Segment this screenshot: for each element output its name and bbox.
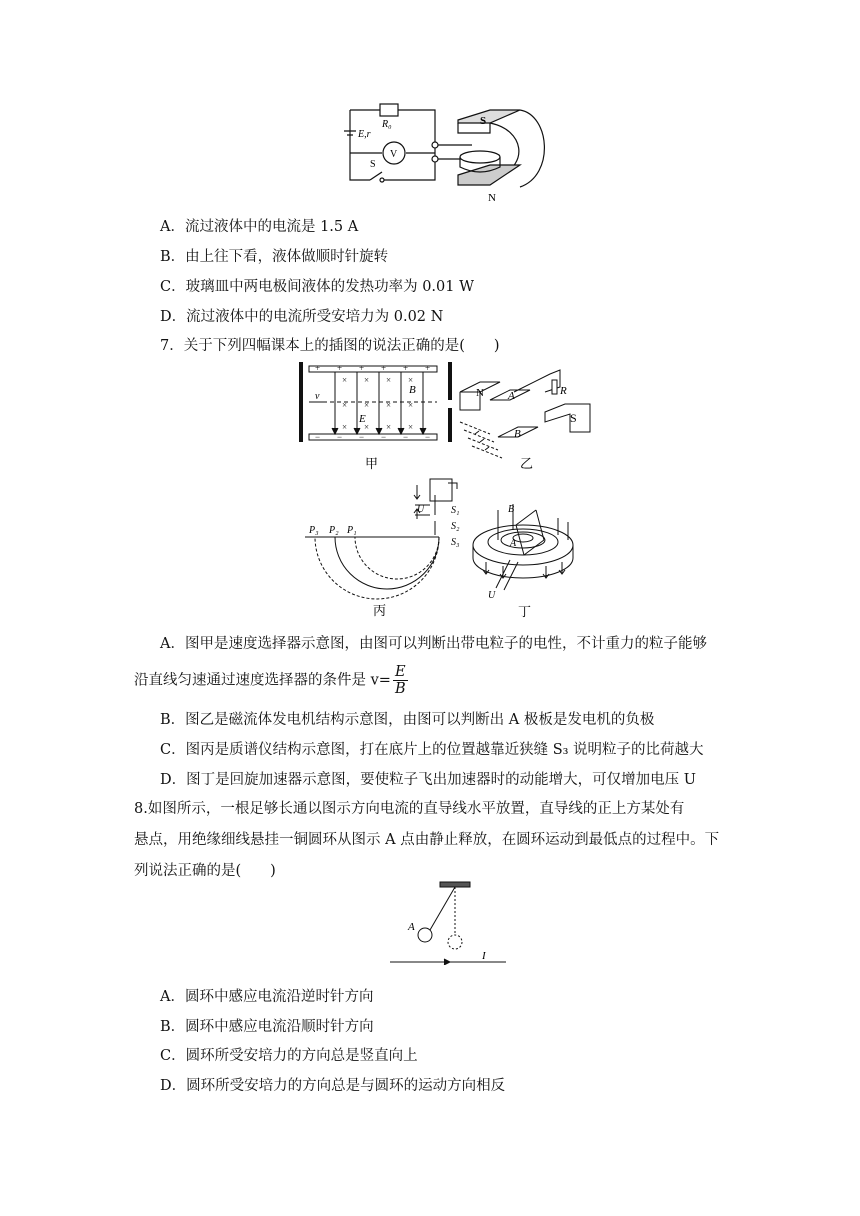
fig-yi-r-label: R xyxy=(560,385,567,397)
svg-text:×: × xyxy=(364,422,370,432)
fig-ding-label: 丁 xyxy=(518,604,532,619)
cyclotron-figure xyxy=(468,500,588,620)
fig-jia-b-label: B xyxy=(409,384,416,396)
fig-bing-s3-label: S₃ xyxy=(451,537,460,548)
svg-text:×: × xyxy=(342,400,348,410)
fig-ding-u-label: U xyxy=(488,590,496,601)
fig6-r0-label: R₀ xyxy=(382,119,392,130)
fig6-er-label: E,r xyxy=(358,129,371,140)
mass-spectrometer-figure xyxy=(305,475,475,620)
svg-text:×: × xyxy=(408,400,414,410)
svg-text:×: × xyxy=(408,375,414,385)
svg-text:−: − xyxy=(403,432,409,442)
svg-text:×: × xyxy=(386,375,392,385)
q7-option-d: D．图丁是回旋加速器示意图，要使粒子飞出加速器时的动能增大，可仅增加电压 U xyxy=(160,772,696,788)
svg-text:×: × xyxy=(408,422,414,432)
svg-text:×: × xyxy=(364,400,370,410)
svg-text:×: × xyxy=(386,422,392,432)
q8-stem-line2: 悬点，用绝缘细线悬挂一铜圆环从图示 A 点由静止释放，在圆环运动到最低点的过程中。下 xyxy=(134,832,720,848)
fig8-i-label: I xyxy=(482,950,486,962)
velocity-selector-figure xyxy=(295,360,460,475)
fig-bing-p2-label: P₂ xyxy=(329,525,339,536)
fig-jia-v-label: v xyxy=(315,391,320,402)
fig-bing-label: 丙 xyxy=(373,603,387,618)
q6-option-a: A．流过液体中的电流是 1.5 A xyxy=(160,219,359,235)
fig-bing-s1-label: S₁ xyxy=(451,505,460,516)
q7-stem: 7．关于下列四幅课本上的插图的说法正确的是( ) xyxy=(160,338,500,354)
fig-yi-a-label: A xyxy=(508,390,515,402)
q6-option-b: B．由上往下看，液体做顺时针旋转 xyxy=(160,249,389,265)
q7-option-a-text: 沿直线匀速通过速度选择器的条件是 v= xyxy=(134,672,391,689)
fig6-v-label: V xyxy=(390,149,398,160)
fig-bing-p3-label: P₃ xyxy=(309,525,319,536)
q6-option-c: C．玻璃皿中两电极间液体的发热功率为 0.01 W xyxy=(160,279,474,295)
svg-text:+: + xyxy=(337,363,343,373)
fig-bing-u-label: U xyxy=(417,504,425,515)
svg-text:×: × xyxy=(342,375,348,385)
q7-option-c: C．图丙是质谱仪结构示意图，打在底片上的位置越靠近狭缝 S₃ 说明粒子的比荷越大 xyxy=(160,742,704,758)
svg-text:×: × xyxy=(386,400,392,410)
fig-yi-n-label: N xyxy=(476,387,484,399)
pendulum-ring-figure xyxy=(388,880,513,965)
q8-stem-line1: 8.如图所示，一根足够长通以图示方向电流的直导线水平放置，直导线的正上方某处有 xyxy=(134,801,685,817)
q7-option-a-line1: A．图甲是速度选择器示意图，由图可以判断出带电粒子的电性，不计重力的粒子能够 xyxy=(160,636,707,652)
q8-option-b: B．圆环中感应电流沿顺时针方向 xyxy=(160,1019,374,1035)
svg-text:+: + xyxy=(381,363,387,373)
mhd-generator-figure xyxy=(450,362,605,474)
fig-bing-s2-label: S₂ xyxy=(451,521,460,532)
svg-text:+: + xyxy=(315,363,321,373)
fig-yi-label: 乙 xyxy=(520,456,534,471)
q8-stem-line3: 列说法正确的是( ) xyxy=(134,863,276,879)
q8-option-c: C．圆环所受安培力的方向总是竖直向上 xyxy=(160,1048,418,1064)
svg-text:×: × xyxy=(364,375,370,385)
fig-ding-a-label: A xyxy=(510,538,517,549)
fig-jia-e-label: E xyxy=(359,413,366,425)
svg-text:+: + xyxy=(403,363,409,373)
q7-option-b: B．图乙是磁流体发电机结构示意图，由图可以判断出 A 极板是发电机的负极 xyxy=(160,712,655,728)
fig6-switch-label: S xyxy=(370,159,376,170)
fig6-magnet-n-label: N xyxy=(488,192,496,204)
fig6-magnet-s-label: S xyxy=(480,115,487,127)
fig-yi-s-label: S xyxy=(570,411,577,425)
circuit-magnet-figure xyxy=(340,95,560,205)
q6-option-d: D．流过液体中的电流所受安培力为 0.02 N xyxy=(160,309,444,325)
svg-text:+: + xyxy=(359,363,365,373)
fig-yi-b-label: B xyxy=(514,428,521,440)
fraction-e-over-b: $\frac{E}{B}$ xyxy=(394,664,406,697)
q8-option-d: D．圆环所受安培力的方向总是与圆环的运动方向相反 xyxy=(160,1078,506,1094)
q7-option-a-line2 xyxy=(134,664,408,697)
svg-text:−: − xyxy=(425,432,431,442)
svg-text:−: − xyxy=(315,432,321,442)
fig-ding-b-label: B xyxy=(508,504,515,515)
q8-option-a: A．圆环中感应电流沿逆时针方向 xyxy=(160,989,374,1005)
svg-text:−: − xyxy=(381,432,387,442)
fig-bing-p1-label: P₁ xyxy=(347,525,357,536)
svg-text:−: − xyxy=(337,432,343,442)
fig8-a-label: A xyxy=(408,921,415,933)
svg-text:+: + xyxy=(425,363,431,373)
svg-text:−: − xyxy=(359,432,365,442)
svg-text:×: × xyxy=(342,422,348,432)
fig-jia-label: 甲 xyxy=(365,456,379,471)
